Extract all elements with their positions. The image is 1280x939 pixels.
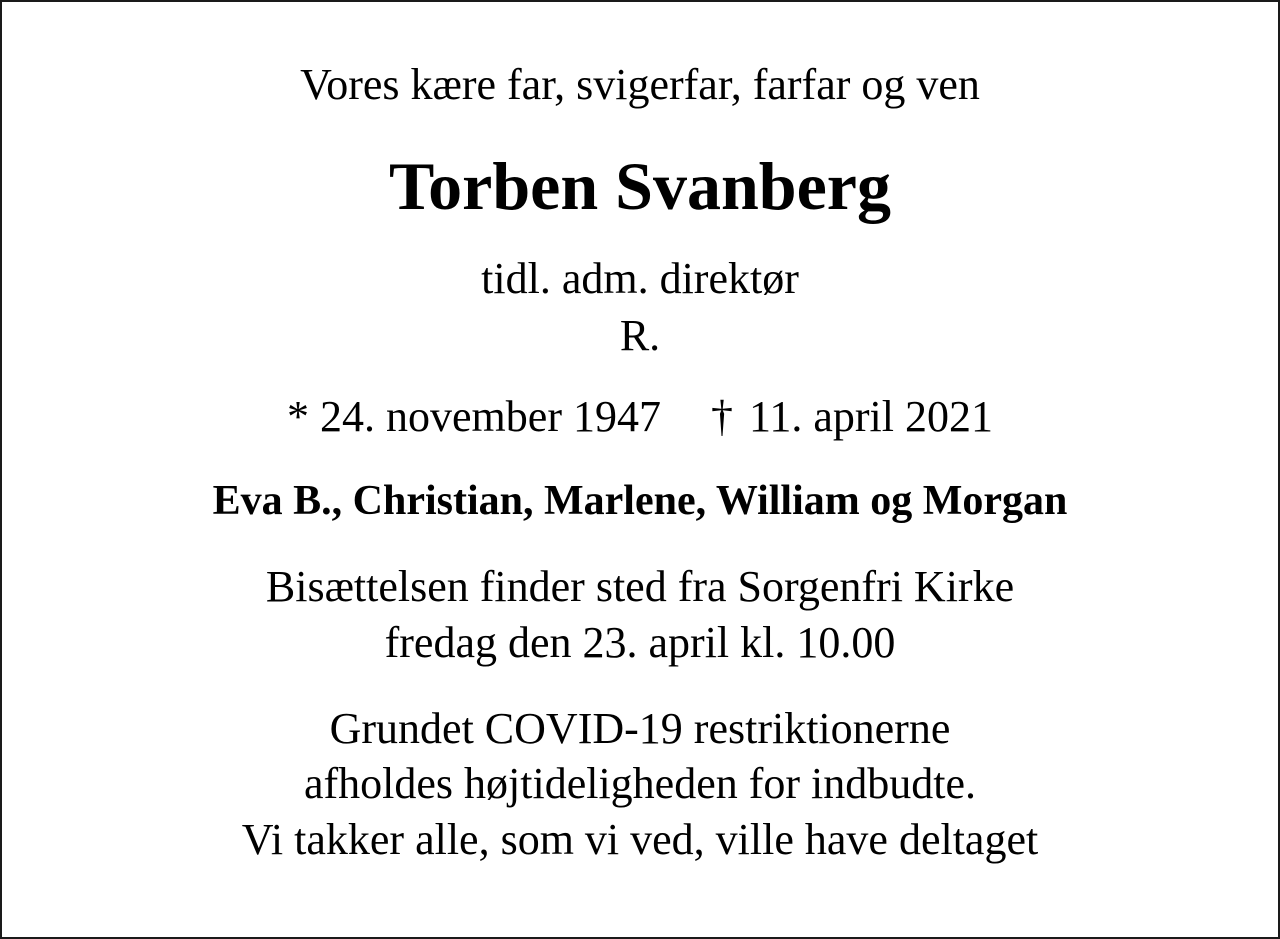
title-text: tidl. adm. direktør — [481, 254, 799, 303]
death-date: 11. april 2021 — [748, 392, 993, 441]
dagger-icon: † — [710, 392, 733, 441]
funeral-location: Bisættelsen finder sted fra Sorgenfri Kirke — [265, 562, 1015, 611]
family-names: Eva B., Christian, Marlene, William og Morgan — [212, 478, 1068, 524]
intro-text: Vores kære far, svigerfar, farfar og ven — [300, 60, 980, 109]
honor-text: R. — [619, 311, 661, 360]
covid-notice-line-3: Vi takker alle, som vi ved, ville have deltaget — [241, 815, 1039, 864]
life-dates — [2, 392, 1278, 441]
birth-date: * 24. november 1947 — [287, 392, 661, 441]
funeral-time: fredag den 23. april kl. 10.00 — [384, 618, 896, 667]
covid-notice-line-1: Grundet COVID-19 restriktionerne — [329, 704, 951, 753]
covid-notice-line-2: afholdes højtideligheden for indbudte. — [303, 759, 977, 808]
deceased-name: Torben Svanberg — [389, 148, 891, 224]
